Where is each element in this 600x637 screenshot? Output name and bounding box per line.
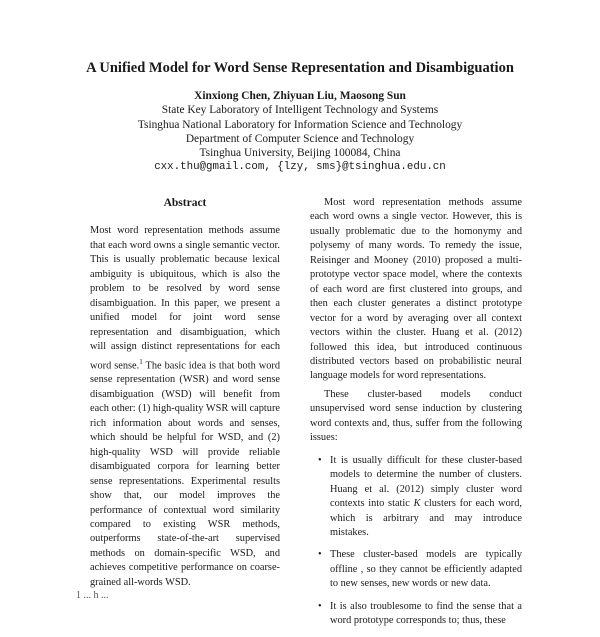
abstract-heading: Abstract — [163, 197, 207, 209]
affiliation-line-3: Department of Computer Science and Technology — [185, 132, 415, 145]
right-column — [310, 196, 522, 637]
abstract-body — [90, 224, 280, 590]
affiliation-line-4: Tsinghua University, Beijing 100084, China — [199, 147, 401, 160]
intro-paragraph-2: These cluster-based models conduct unsupervised word sense induction by clustering word contexts and, thus, suffer from the following issues: — [310, 388, 522, 444]
bullet-2-text: These cluster-based models are typically offline , so they cannot be efficiently adapted to new senses, new words or new data. — [330, 549, 522, 590]
paper-title: A Unified Model for Word Sense Representation and Disambiguation — [86, 60, 514, 76]
list-item — [330, 548, 522, 591]
bullet-3-text: It is also troublesome to find the sense that a word prototype corresponds to; thus, these — [330, 600, 522, 627]
bullet-1-text-a: It is usually difficult for these cluster-based models to determine the number of clusters. Huang et al. (2012) simply cluster word contexts into static — [330, 454, 522, 510]
list-item — [330, 600, 522, 629]
abstract-text-part-2: The basic idea is that both word sense representation (WSR) and word sense disambiguation (WSD) will benefit from each other: (1) high-quality WSR will capture rich information about words and senses, which should be helpful for WSD, and (2) high-quality WSD will provide reliable disambiguated corpora for learning better sense representations. Experimental results show that, our model improves the performance of contextual word similarity compared to existing WSR methods, outperforms state-of-the-art supervised methods on domain-specific WSD, and achieves competitive performance on coarse-grained all-words WSD. — [90, 359, 280, 588]
list-item — [330, 454, 522, 541]
bullet-1-italic-k: K — [413, 498, 421, 510]
left-column — [90, 196, 280, 590]
author-names: Xinxiong Chen, Zhiyuan Liu, Maosong Sun — [194, 90, 406, 102]
footnote-fragment: 1 ... h ... — [76, 590, 109, 601]
footnote-marker[interactable]: 1 — [139, 357, 143, 366]
author-emails: cxx.thu@gmail.com, {lzy, sms}@tsinghua.edu.cn — [154, 161, 446, 174]
affiliation-line-1: State Key Laboratory of Intelligent Technology and Systems — [161, 104, 439, 117]
issues-list — [310, 454, 522, 629]
affiliation-line-2: Tsinghua National Laboratory for Information Science and Technology — [137, 118, 463, 131]
abstract-text-part-1: Most word representation methods assume that each word owns a single semantic vector. This is usually problematic because lexical ambiguity is ubiquitous, which is also the problem to be resolved by word sense disambiguation. In this paper, we present a unified model for joint word sense representation and disambiguation, which will assign distinct representations for each word sense. — [90, 225, 280, 371]
bullet-1-text-b: clusters for each word, which is arbitrary and may introduce mistakes. — [330, 498, 522, 538]
intro-paragraph-1: Most word representation methods assume each word owns a single vector. However, this is usually problematic due to the homonymy and polysemy of many words. To remedy the issue, Reisinger and Mooney (2010) proposed a multi-prototype vector space model, where the contexts of each word are first clustered into groups, and then each cluster generates a distinct prototype vector for a word by averaging over all context vectors within the cluster. Huang et al. (2012) followed this idea, but introduced continuous distributed vectors based on probabilistic neural language models for word representations. — [310, 197, 522, 382]
author-block — [0, 89, 600, 175]
